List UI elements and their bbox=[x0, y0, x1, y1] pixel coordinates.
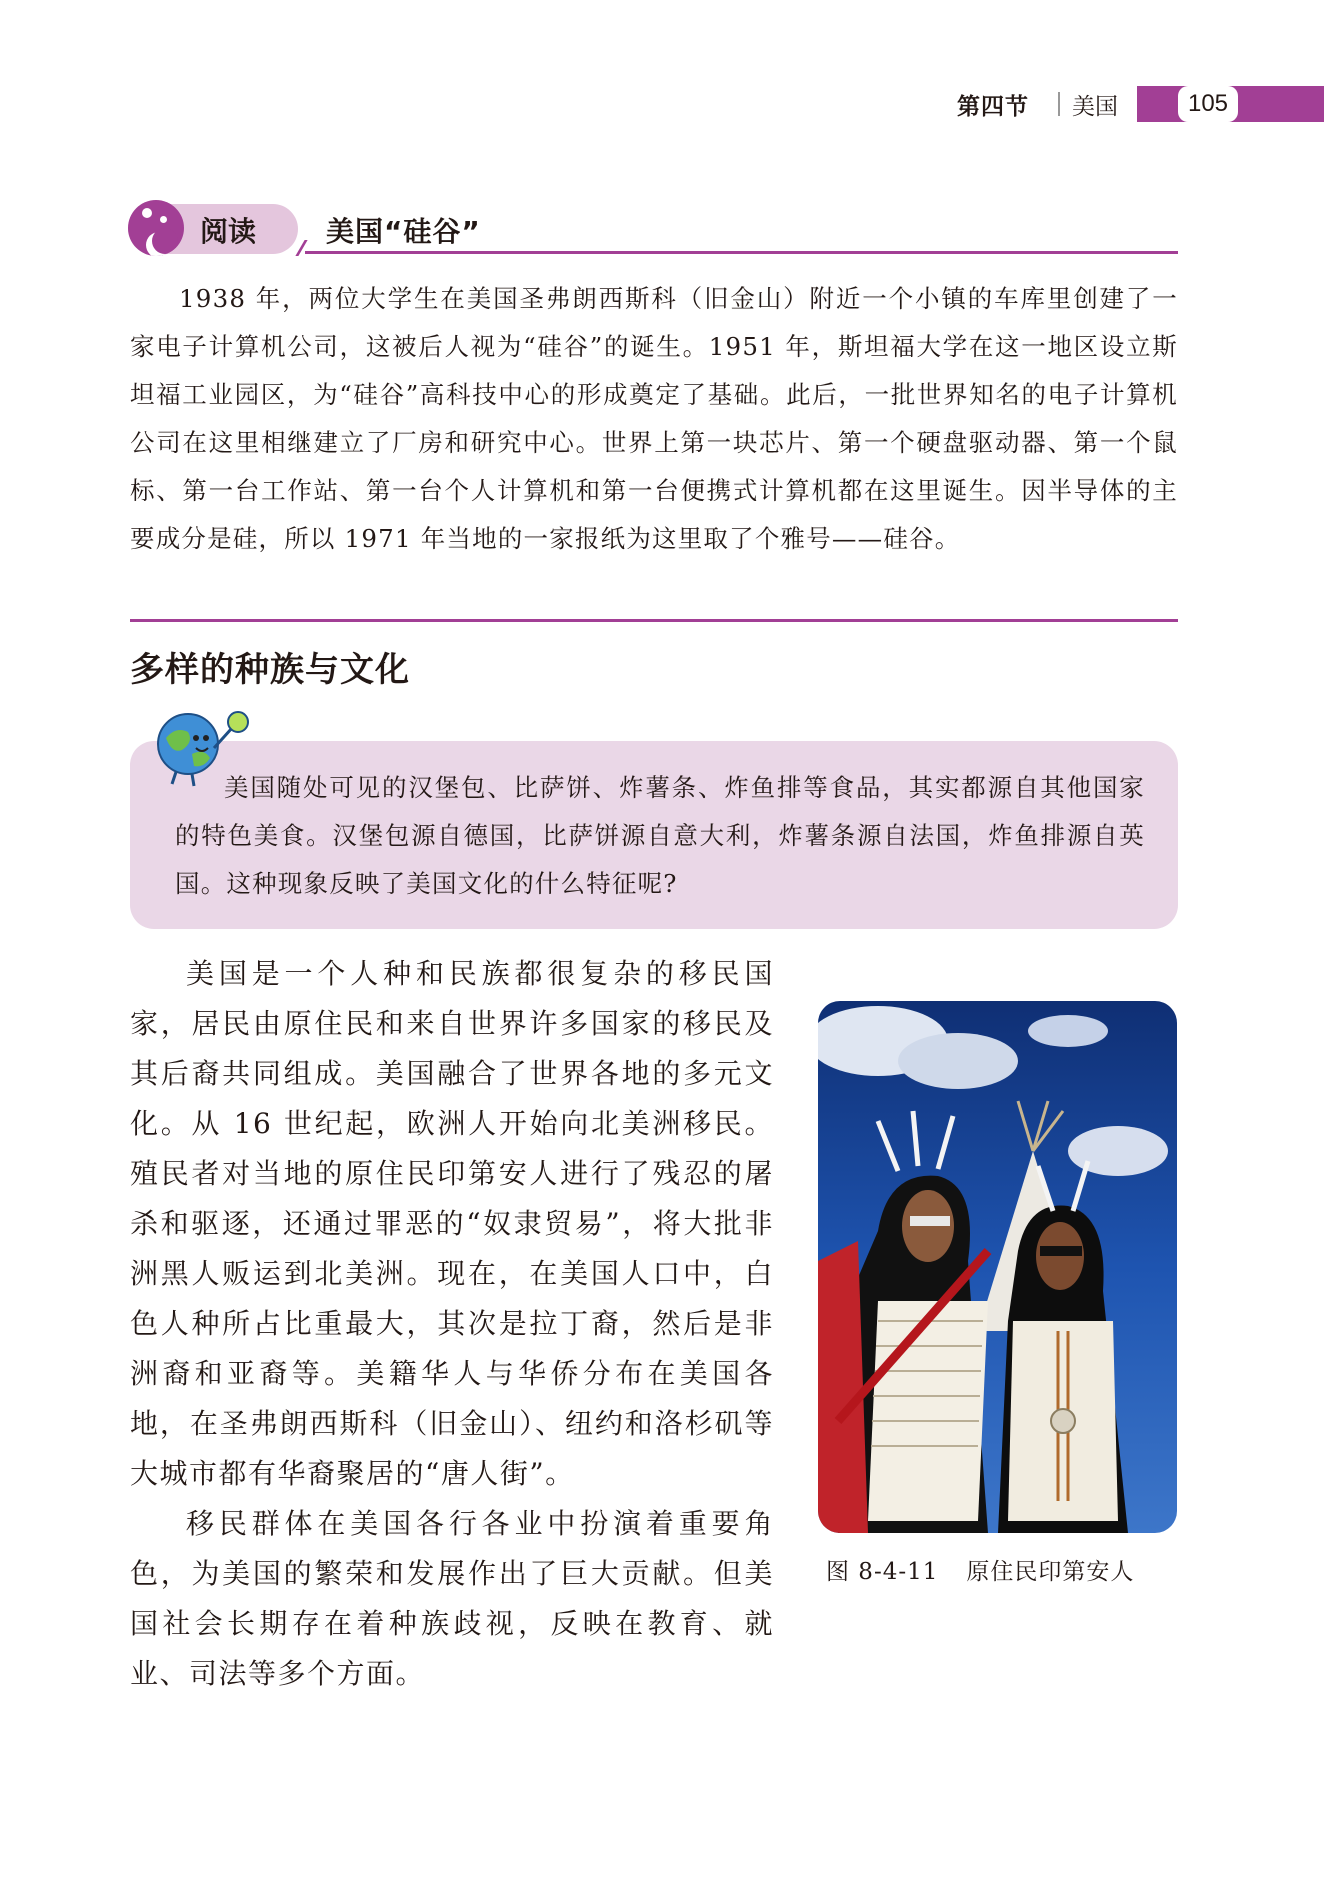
section-divider bbox=[130, 619, 1178, 622]
paragraph: 移民群体在美国各行各业中扮演着重要角色，为美国的繁荣和发展作出了巨大贡献。但美国社会长期存在着种族歧视，反映在教育、就业、司法等多个方面。 bbox=[130, 1507, 774, 1690]
reading-title: 美国“硅谷” bbox=[326, 215, 481, 248]
think-question: 美国随处可见的汉堡包、比萨饼、炸薯条、炸鱼排等食品，其实都源自其他国家的特色美食。汉堡包源自德国，比萨饼源自意大利，炸薯条源自法国，炸鱼排源自英国。这种现象反映了美国文化的什么特征呢? bbox=[175, 773, 1145, 898]
paragraph: 美国是一个人种和民族都很复杂的移民国家，居民由原住民和来自世界许多国家的移民及其后裔共同组成。美国融合了世界各地的多元文化。从 16 世纪起，欧洲人开始向北美洲移民。殖民者对当地的原住民印第安人进行了残忍的屠杀和驱逐，还通过罪恶的“奴隶贸易”，将大批非洲黑人贩运到北美洲。现在，在美国人口中，白色人种所占比重最大，其次是拉丁裔，然后是非洲裔和亚裔等。美籍华人与华侨分布在美国各地，在圣弗朗西斯科（旧金山）、纽约和洛杉矶等大城市都有华裔聚居的“唐人街”。 bbox=[130, 957, 774, 1490]
native-american-photo bbox=[818, 1001, 1177, 1533]
page-number: 105 bbox=[1178, 86, 1238, 122]
figure-caption-text: 原住民印第安人 bbox=[966, 1559, 1135, 1585]
reading-label: 阅读 bbox=[200, 215, 257, 248]
header-divider bbox=[1058, 92, 1060, 116]
main-text bbox=[130, 949, 774, 1699]
header-section-label: 第四节 bbox=[957, 94, 1029, 120]
figure-number: 图 8-4-11 bbox=[826, 1559, 939, 1585]
title-underline bbox=[305, 251, 1178, 254]
section-heading: 多样的种族与文化 bbox=[130, 650, 410, 690]
reading-moon-icon bbox=[128, 200, 184, 256]
header-chapter-label: 美国 bbox=[1072, 94, 1118, 120]
reading-body: 1938 年，两位大学生在美国圣弗朗西斯科（旧金山）附近一个小镇的车库里创建了一家电子计算机公司，这被后人视为“硅谷”的诞生。1951 年，斯坦福大学在这一地区设立斯坦福工业园区，为“硅谷”高科技中心的形成奠定了基础。此后，一批世界知名的电子计算机公司在这里相继建立了厂房和研究中心。世界上第一块芯片、第一个硬盘驱动器、第一个鼠标、第一台工作站、第一台个人计算机和第一台便携式计算机都在这里诞生。因半导体的主要成分是硅，所以 1971 年当地的一家报纸为这里取了个雅号——硅谷。 bbox=[130, 284, 1178, 553]
figure-caption bbox=[826, 1553, 1134, 1586]
